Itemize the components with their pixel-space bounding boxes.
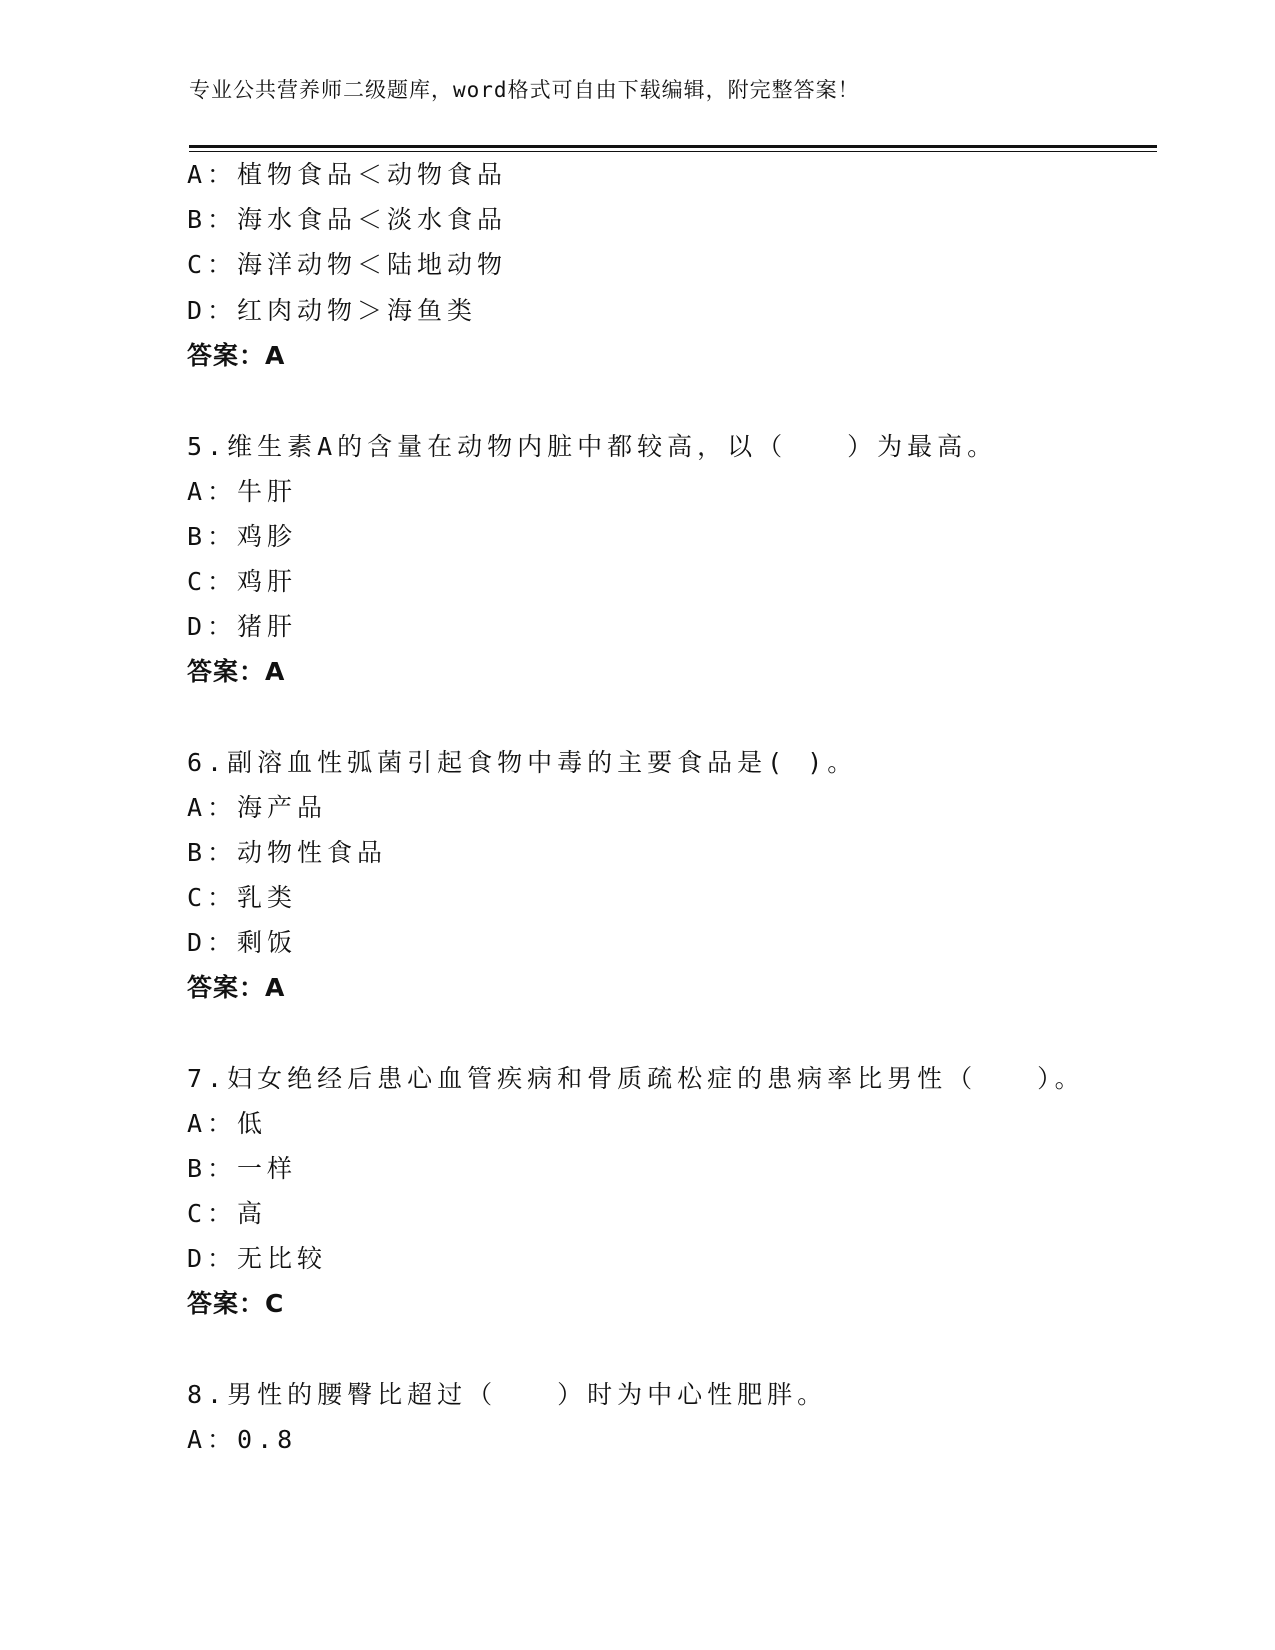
page-header: 专业公共营养师二级题库，word格式可自由下载编辑，附完整答案！ bbox=[189, 78, 860, 102]
q5-option-a: A：牛肝 bbox=[187, 477, 298, 506]
q5-option-b: B：鸡胗 bbox=[187, 522, 298, 551]
header-rule-thick bbox=[189, 145, 1157, 148]
q7-option-b: B：一样 bbox=[187, 1154, 298, 1183]
q6-option-d: D：剩饭 bbox=[187, 928, 298, 957]
q6-stem: 6.副溶血性弧菌引起食物中毒的主要食品是( )。 bbox=[187, 748, 858, 777]
q8-stem: 8.男性的腰臀比超过（ ）时为中心性肥胖。 bbox=[187, 1380, 828, 1409]
q4-option-c: C：海洋动物＜陆地动物 bbox=[187, 250, 508, 279]
q6-option-a: A：海产品 bbox=[187, 793, 328, 822]
q5-stem: 5.维生素A的含量在动物内脏中都较高，以（ ）为最高。 bbox=[187, 432, 998, 461]
q7-option-c: C：高 bbox=[187, 1199, 268, 1228]
q7-answer: 答案：C bbox=[187, 1289, 285, 1318]
q5-option-c: C：鸡肝 bbox=[187, 567, 298, 596]
q4-option-a: A：植物食品＜动物食品 bbox=[187, 160, 508, 189]
q6-option-b: B：动物性食品 bbox=[187, 838, 388, 867]
q6-answer: 答案：A bbox=[187, 973, 286, 1002]
q4-option-d: D：红肉动物＞海鱼类 bbox=[187, 296, 478, 325]
q7-stem: 7.妇女绝经后患心血管疾病和骨质疏松症的患病率比男性（ ）。 bbox=[187, 1064, 1085, 1093]
q6-option-c: C：乳类 bbox=[187, 883, 298, 912]
q7-option-a: A：低 bbox=[187, 1109, 268, 1138]
header-rule-thin bbox=[189, 151, 1157, 152]
q4-option-b: B：海水食品＜淡水食品 bbox=[187, 205, 508, 234]
q4-answer: 答案：A bbox=[187, 341, 286, 370]
q5-answer: 答案：A bbox=[187, 657, 286, 686]
q7-option-d: D：无比较 bbox=[187, 1244, 328, 1273]
q8-option-a: A：0.8 bbox=[187, 1425, 298, 1454]
q5-option-d: D：猪肝 bbox=[187, 612, 298, 641]
